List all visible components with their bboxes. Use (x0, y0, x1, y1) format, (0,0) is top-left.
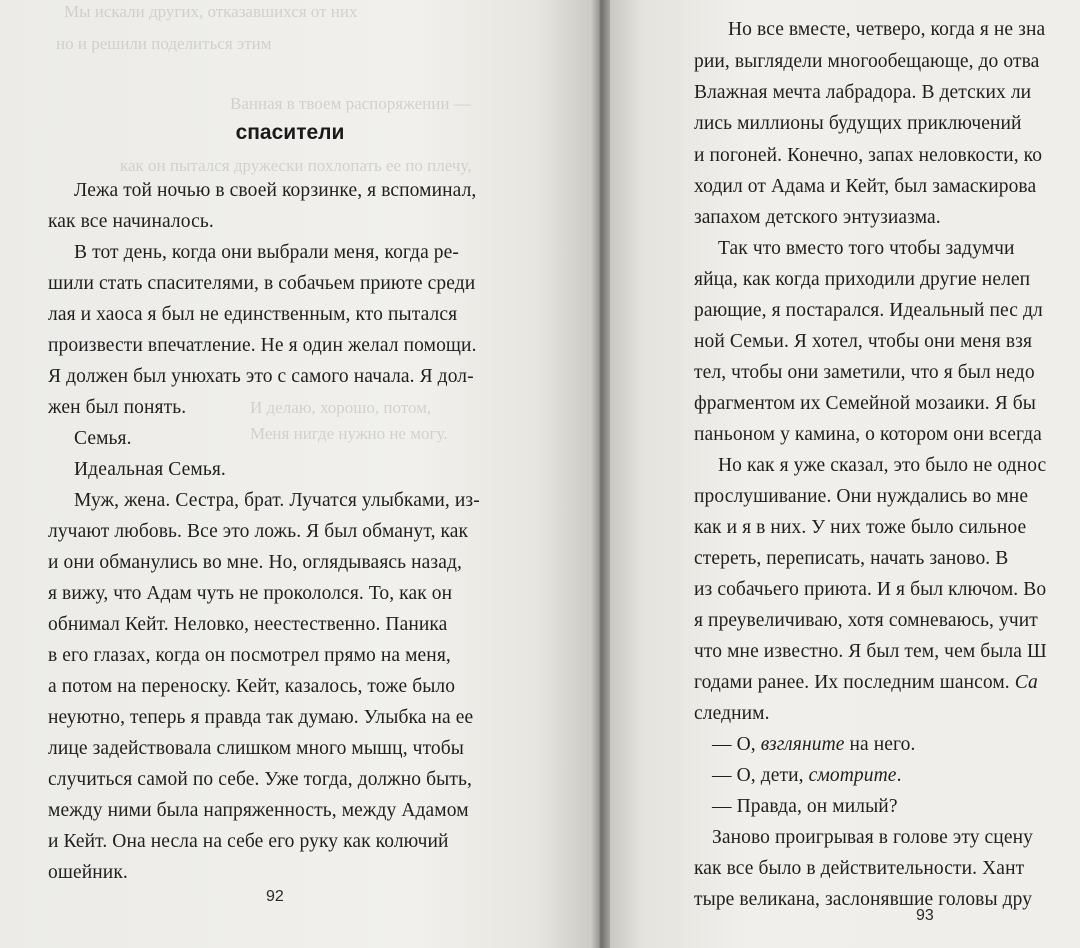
text-line: Так что вместо того чтобы задумчи (718, 238, 1015, 259)
text-line (694, 673, 1038, 693)
text-line: рии, выглядели многообещающе, до отва (694, 51, 1040, 72)
text-line: запахом детского энтузиазма. (694, 207, 941, 228)
text-line: и погоней. Конечно, запах неловкости, ко (694, 145, 1043, 166)
bleed-through-line: но и решили поделиться этим (56, 34, 272, 53)
chapter-title: спасители (235, 121, 345, 144)
text-line: в его глазах, когда он посмотрел прямо на меня, (48, 645, 451, 666)
text-line: Я должен был унюхать это с самого начала. Я дол- (48, 366, 474, 387)
text-line: Лежа той ночью в своей корзинке, я вспоминал, (74, 180, 477, 201)
text-line: из собачьего приюта. И я был ключом. Во (694, 579, 1047, 600)
text-line: ошейник. (48, 862, 128, 883)
text-line: как все было в действительности. Хант (694, 858, 1025, 879)
text-span: — О, (712, 734, 761, 755)
emphasis-text: Са (1014, 672, 1038, 693)
text-line: прослушивание. Они нуждались во мне (694, 486, 1029, 507)
text-line: тел, чтобы они заметили, что я был недо (694, 362, 1035, 383)
book-gutter (590, 0, 610, 948)
text-span: — О, дети, (712, 765, 809, 786)
text-line: произвести впечатление. Не я один желал помощи. (48, 335, 477, 356)
page-number: 92 (266, 888, 284, 905)
text-line: как и я в них. У них тоже было сильное (694, 517, 1027, 538)
text-line: между ними была напряженность, между Адамом (48, 800, 469, 821)
text-line: Заново проигрывая в голове эту сцену (712, 827, 1033, 848)
right-page (604, 0, 1080, 948)
text-line: паньоном у камина, о котором они всегда (694, 424, 1042, 445)
text-line: лись миллионы будущих приключений (694, 113, 1022, 134)
text-line: что мне известно. Я был тем, чем была Ш (694, 641, 1047, 662)
text-line: Но как я уже сказал, это было не однос (718, 455, 1047, 476)
text-line: неуютно, теперь я правда так думаю. Улыбка на ее (48, 707, 474, 728)
text-line: Но все вместе, четверо, когда я не зна (728, 19, 1046, 40)
text-line: В тот день, когда они выбрали меня, когда ре- (74, 242, 460, 263)
text-line: и Кейт. Она несла на себе его руку как колючий (48, 831, 449, 852)
right-page-body (604, 0, 1080, 948)
text-span: годами ранее. Их последним шансом. (694, 672, 1015, 693)
text-line: случиться самой по себе. Уже тогда, должно быть, (48, 769, 472, 790)
bleed-through-line: как он пытался дружески похлопать ее по плечу, (120, 156, 472, 175)
text-line: шили стать спасителями, в собачьем приюте среди (48, 273, 476, 294)
text-span: на него. (844, 734, 916, 755)
bleed-through-line: Ванная в твоем распоряжении — (230, 94, 471, 113)
text-line: яйца, как когда приходили другие нелеп (694, 269, 1031, 290)
text-line: следним. (694, 703, 770, 724)
page-number: 93 (916, 907, 934, 924)
text-line: я преувеличиваю, хотя сомневаюсь, учит (694, 610, 1038, 631)
text-line: стереть, переписать, начать заново. В (694, 548, 1009, 569)
emphasis-text: взгляните (760, 734, 845, 755)
text-span: . (896, 765, 902, 786)
text-line: и они обманулись во мне. Но, оглядываясь назад, (48, 552, 462, 573)
text-line: а потом на переноску. Кейт, казалось, тоже было (48, 676, 456, 697)
text-line: рающие, я постарался. Идеальный пес дл (694, 300, 1043, 321)
text-line: лая и хаоса я был не единственным, кто пытался (48, 304, 458, 325)
emphasis-text: смотрите (808, 765, 897, 786)
bleed-through-line: Меня нигде нужно не могу. (250, 424, 448, 443)
text-line: лучают любовь. Все это ложь. Я был обманут, как (48, 521, 469, 542)
text-line: тыре великана, заслонявшие головы дру (694, 889, 1033, 910)
dialogue-line (712, 735, 915, 755)
text-line: жен был понять. (48, 397, 187, 418)
dialogue-line (712, 766, 902, 786)
text-line: как все начиналось. (48, 211, 214, 232)
text-line: лице задействовала слишком много мышц, чтобы (48, 738, 465, 759)
bleed-through-line: Мы искали других, отказавшихся от них (64, 2, 358, 21)
bleed-through-line: И делаю, хорошо, потом, (250, 398, 432, 417)
text-line: обнимал Кейт. Неловко, неестественно. Паника (48, 614, 448, 635)
text-line: Влажная мечта лабрадора. В детских ли (694, 82, 1032, 103)
text-line: Семья. (74, 428, 132, 449)
dialogue-line: — Правда, он милый? (712, 796, 898, 817)
text-line: Идеальная Семья. (74, 459, 226, 480)
text-line: ной Семьи. Я хотел, чтобы они меня взя (694, 331, 1033, 352)
text-line: фрагментом их Семейной мозаики. Я бы (694, 393, 1037, 414)
text-line: ходил от Адама и Кейт, был замаскирова (694, 176, 1037, 197)
text-line: Муж, жена. Сестра, брат. Лучатся улыбками, из- (74, 490, 480, 511)
text-line: я вижу, что Адам чуть не прокололся. То, как он (48, 583, 453, 604)
